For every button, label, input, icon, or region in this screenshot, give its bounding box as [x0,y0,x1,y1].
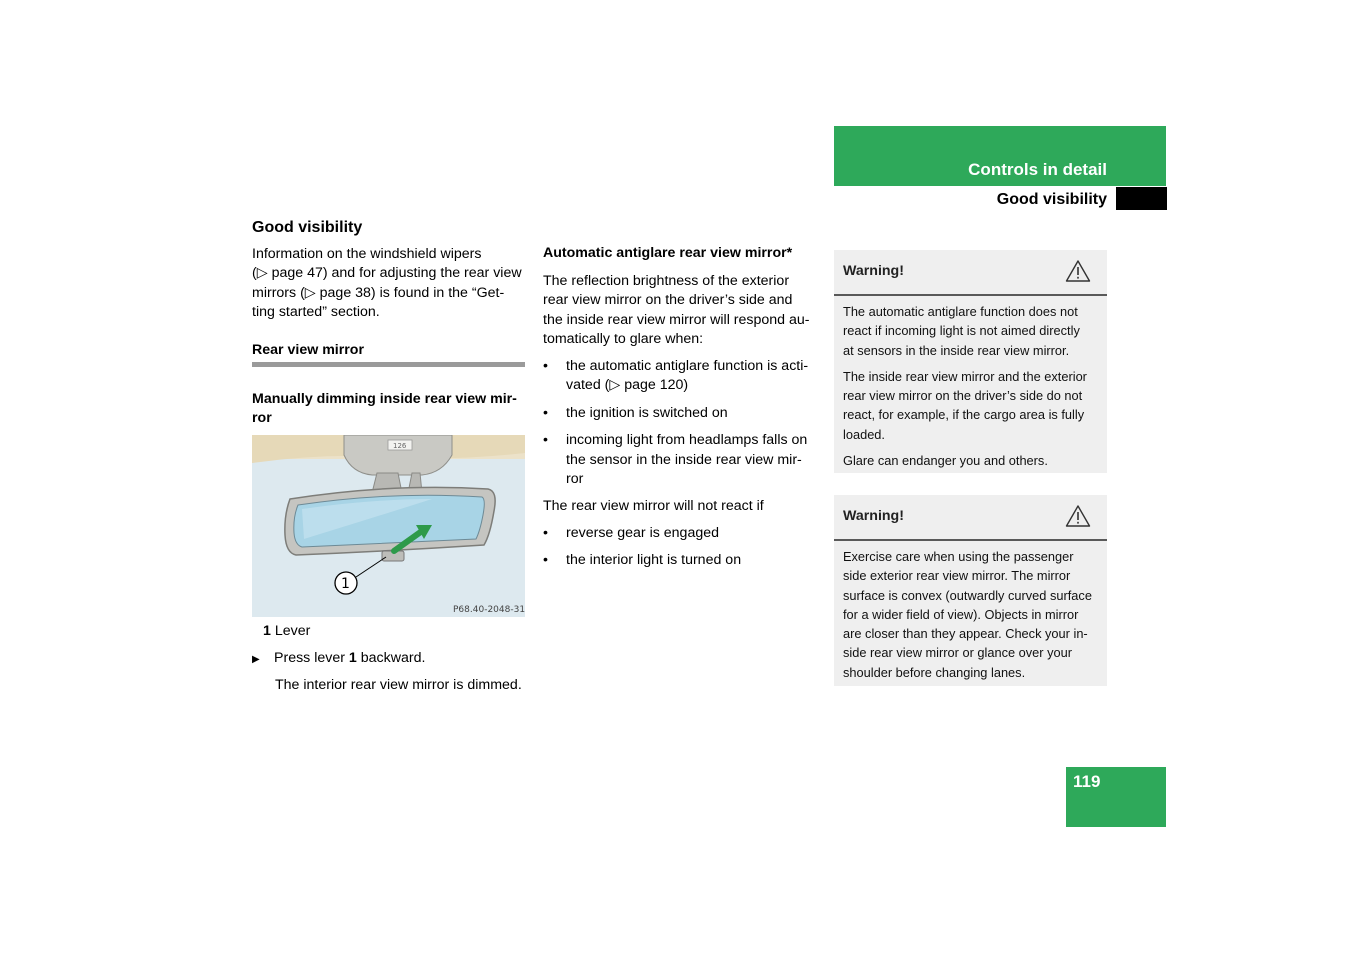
console-display-text: 126 [393,442,407,450]
page-number: 119 [1073,772,1101,791]
warning-paragraph: The automatic antiglare function does not react if incoming light is not aimed directly at sensors in the inside rear view mirror. [843,304,1080,358]
page-heading: Good visibility [252,219,363,236]
warning-header [834,250,1107,296]
instruction-step: ▶ Press lever 1 backward. [252,649,425,669]
warning-title: Warning! [843,263,904,279]
figure-code: P68.40-2048-31 [453,605,525,615]
legend-number: 1 [263,623,271,639]
warning-body [834,296,1107,483]
callout-number: 1 [341,576,350,592]
bullet-list-when [543,357,828,497]
list-item: • the interior light is turned on [543,552,742,569]
section-marker-block [1116,187,1167,210]
list-item: • reverse gear is engaged [543,525,720,541]
callout-line [356,557,386,577]
antiglare-intro: The reflection brightness of the exterior rear view mirror on the driver’s side and the inside rear view mirror will respond au- tomatically to glare when: [543,273,810,348]
warning-paragraph: Exercise care when using the passenger side exterior rear view mirror. The mirror surface is convex (outwardly curved surface for a wider field of view). Objects in mirror are closer than they appear. Check your in- side rear view mirror or glance over your shoulder before changing lanes. [843,549,1092,680]
list-item: • the ignition is switched on [543,404,728,421]
section-rule [252,362,525,367]
bullet-list-not [543,524,828,579]
figure-legend [263,622,310,641]
warning-box-antiglare [834,250,1107,473]
warning-triangle-icon [1065,504,1091,528]
warning-paragraph: Glare can endanger you and others. [843,453,1048,469]
chapter-title: Controls in detail [968,160,1107,179]
warning-title: Warning! [843,508,904,524]
list-item: • the automatic antiglare function is acti- vated (▷ page 120) [543,358,809,394]
step-result: The interior rear view mirror is dimmed. [275,677,522,693]
warning-triangle-icon [1065,259,1091,283]
rear-view-mirror-illustration [252,435,525,617]
list-item: • incoming light from headlamps falls on the sensor in the inside rear view mir- ror [543,432,808,488]
step-marker: ▶ [252,654,260,665]
not-react-text: The rear view mirror will not react if [543,498,764,514]
antiglare-title: Automatic antiglare rear view mirror* [543,245,793,261]
warning-header [834,495,1107,541]
legend-label: Lever [274,623,311,639]
section-title-rear-view-mirror: Rear view mirror [252,342,364,358]
subsection-title-manual-dimming: Manually dimming inside rear view mir- ror [252,391,517,427]
mirror-figure-svg [252,435,525,617]
warning-paragraph: The inside rear view mirror and the exterior rear view mirror on the driver’s side do not react, for example, if the cargo area is fully loaded. [843,368,1087,442]
section-header: Good visibility [996,191,1107,208]
warning-box-convex-mirror [834,495,1107,686]
intro-paragraph: Information on the windshield wipers (▷ page 47) and for adjusting the rear view mirrors (▷ page 38) is found in the “Get- ting started” section. [252,246,522,321]
warning-body [834,541,1107,695]
